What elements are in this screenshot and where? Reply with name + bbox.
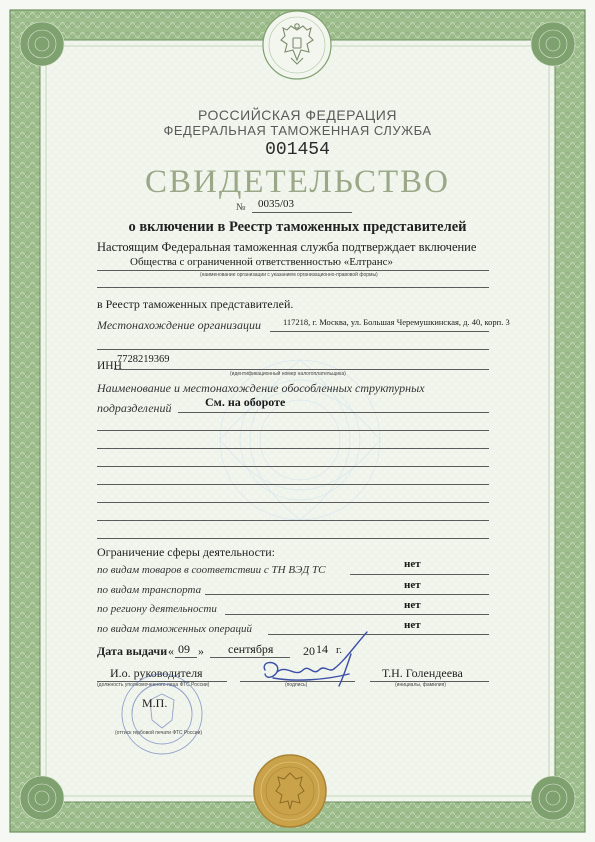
issue-date-label: Дата выдачи	[97, 644, 168, 658]
inn-caption: (идентификационный номер налогоплательщика)	[230, 371, 346, 377]
scope-row-label: по региону деятельности	[97, 603, 217, 615]
scope-row-underline	[205, 594, 489, 595]
signatory-name: Т.Н. Голендеева	[382, 666, 463, 680]
issue-year-unit: г.	[336, 644, 343, 656]
branches-underline	[178, 412, 489, 413]
inn-underline	[114, 369, 489, 370]
country-heading: РОССИЙСКАЯ ФЕДЕРАЦИЯ	[198, 107, 397, 123]
location-value: 117218, г. Москва, ул. Большая Черемушкинская, д. 40, корп. 3	[283, 317, 510, 327]
official-stamp-icon	[102, 670, 222, 758]
issue-year-suffix: 14	[316, 642, 328, 656]
location-underline-2	[97, 349, 489, 350]
handwritten-signature-icon	[255, 626, 385, 692]
branches-value: См. на обороте	[205, 395, 286, 409]
issue-year-prefix: 20	[303, 644, 315, 658]
document-title: СВИДЕТЕЛЬСТВО	[145, 164, 450, 200]
registry-text: в Реестр таможенных представителей.	[97, 297, 294, 311]
serial-number: 001454	[265, 140, 330, 160]
inn-label: ИНН	[97, 360, 122, 372]
eagle-emblem-icon	[277, 22, 317, 66]
stamp-label: М.П.	[142, 696, 168, 710]
branches-label-line1: Наименование и местонахождение обособленных структурных	[97, 381, 425, 395]
stamp-caption: (оттиск гербовой печати ФТС России)	[115, 730, 203, 736]
inn-value: 7728219369	[117, 354, 170, 365]
day-underline	[175, 657, 197, 658]
blank-line	[97, 430, 489, 431]
location-underline	[270, 331, 489, 332]
number-underline	[252, 212, 352, 213]
signature-caption: (подпись)	[285, 682, 308, 688]
branches-label-line2: подразделений	[97, 401, 172, 415]
org-caption: (наименование организации с указанием организационно-правовой формы)	[200, 272, 378, 278]
scope-row-label: по видам транспорта	[97, 584, 202, 596]
scope-row-value: нет	[404, 599, 421, 611]
blank-line	[97, 502, 489, 503]
scope-row-value: нет	[404, 558, 421, 570]
location-label: Местонахождение организации	[97, 318, 261, 332]
issue-month: сентября	[228, 642, 274, 656]
signatory-position: И.о. руководителя	[110, 666, 203, 680]
scope-row-label: по видам таможенных операций	[97, 623, 253, 635]
name-caption: (инициалы, фамилия)	[395, 682, 446, 688]
gold-seal-icon	[252, 753, 328, 829]
blank-line	[97, 484, 489, 485]
scope-row-value: нет	[404, 619, 421, 631]
issue-day: 09	[178, 642, 190, 656]
blank-line	[97, 520, 489, 521]
number-label: №	[236, 202, 246, 213]
organization-name: Общества с ограниченной ответственностью «Елтранс»	[130, 256, 394, 268]
scope-row-underline	[350, 574, 489, 575]
scope-row-label: по видам товаров в соответствии с ТН ВЭД ТС	[97, 564, 326, 576]
intro-text: Настоящим Федеральная таможенная служба подтверждает включение	[97, 240, 477, 254]
blank-line	[97, 448, 489, 449]
agency-heading: ФЕДЕРАЛЬНАЯ ТАМОЖЕННАЯ СЛУЖБА	[163, 123, 432, 138]
blank-line	[97, 538, 489, 539]
position-caption: (должность уполномоченного лица ФТС России)	[97, 682, 210, 688]
scope-heading: Ограничение сферы деятельности:	[97, 545, 275, 559]
issue-date-open-quote: «	[168, 644, 174, 658]
blank-line	[97, 466, 489, 467]
issue-date-close-quote: »	[198, 644, 204, 658]
org-underline	[97, 270, 489, 271]
scope-row-value: нет	[404, 579, 421, 591]
org-underline-2	[97, 287, 489, 288]
document-subtitle: о включении в Реестр таможенных представителей	[128, 219, 467, 235]
scope-row-underline	[225, 614, 489, 615]
certificate-number: 0035/03	[258, 198, 295, 210]
